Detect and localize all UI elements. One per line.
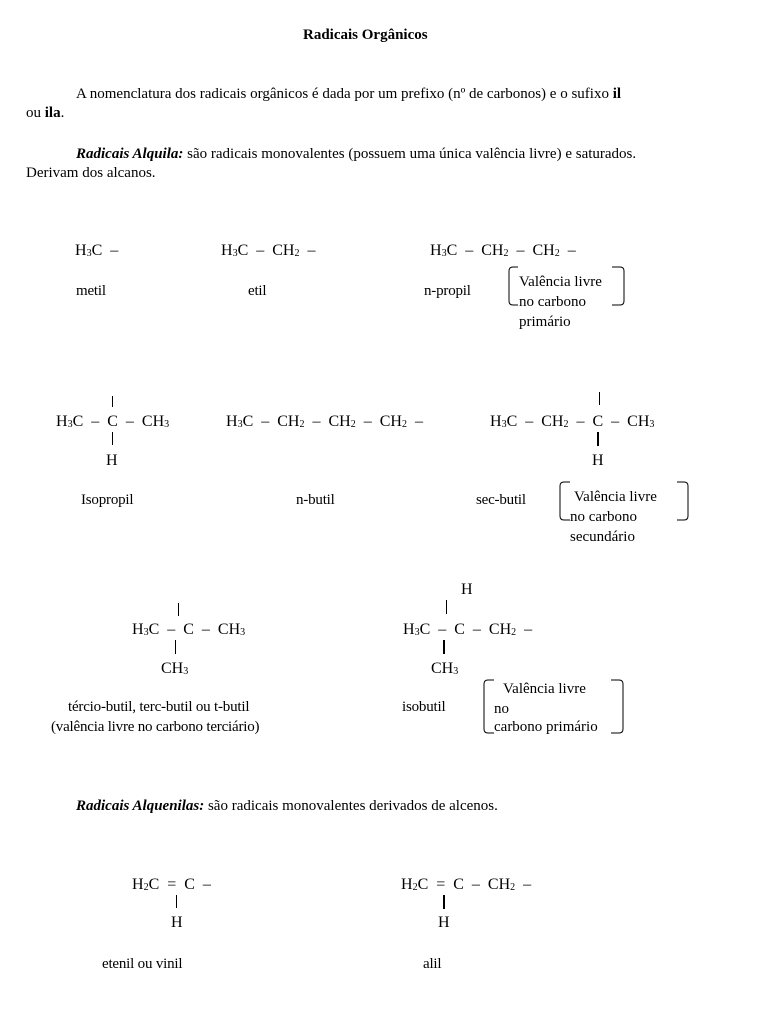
suffix-ila: ila	[44, 105, 61, 121]
alquenilas-heading: Radicais Alquenilas:	[76, 798, 205, 814]
atom-ch3: $CH_3$	[161, 660, 189, 677]
intro-period: .	[60, 105, 65, 121]
alquila-text: são radicais monovalentes (possuem uma única valência livre) e saturados.	[183, 146, 637, 162]
note-line: Valência livre	[574, 489, 657, 505]
note-line: no carbono	[570, 509, 638, 525]
alquila-text-2: Derivam dos alcanos.	[26, 165, 156, 181]
bond-line	[446, 600, 447, 614]
bond-line	[176, 895, 177, 908]
atom-h: H	[461, 581, 473, 598]
formula-npropil: $H_3C - CH_2 - CH_2$ –	[430, 242, 576, 259]
name-nbutil: n-butil	[296, 492, 335, 508]
bond-line	[175, 640, 176, 654]
note-line: Valência livre	[519, 274, 602, 290]
note-line: Valência livre	[503, 681, 586, 697]
name-etenil: etenil ou vinil	[102, 956, 183, 972]
alquenilas-paragraph	[76, 797, 498, 815]
name-etil: etil	[248, 283, 267, 299]
note-line: primário	[519, 314, 571, 330]
note-line: no	[494, 701, 509, 717]
name-metil: metil	[76, 283, 106, 299]
formula-nbutil: $H_3C - CH_2 - CH_2 - CH_2$ –	[226, 413, 423, 430]
name-alil: alil	[423, 956, 442, 972]
formula-isopropil: $H_3C$ – C – $CH_3$	[56, 413, 170, 430]
formula-isobutil: $H_3C$ – C – $CH_2$ –	[403, 621, 533, 638]
name-secbutil: sec-butil	[476, 492, 526, 508]
bond-line	[443, 640, 445, 654]
atom-h: H	[438, 914, 450, 931]
intro-line-1	[76, 85, 621, 103]
bond-line	[597, 432, 599, 446]
atom-h: H	[106, 452, 118, 469]
name-isopropil: Isopropil	[81, 492, 134, 508]
intro-text: A nomenclatura dos radicais orgânicos é dada por um prefixo (nº de carbonos) e o sufixo	[76, 86, 613, 102]
intro-text-2: ou	[26, 105, 45, 121]
note-line: secundário	[570, 529, 635, 545]
bond-line	[112, 432, 113, 445]
bond-line	[178, 603, 179, 616]
bond-line	[599, 392, 600, 405]
alquila-heading: Radicais Alquila:	[76, 146, 184, 162]
bond-line	[112, 396, 113, 407]
page-title: Radicais Orgânicos	[303, 27, 428, 43]
name-tercbutil: tércio-butil, terc-butil ou t-butil	[68, 699, 250, 715]
name-npropil: n-propil	[424, 283, 471, 299]
atom-h: H	[171, 914, 183, 931]
formula-alil: $H_2C = C - CH_2$ –	[401, 876, 532, 893]
name-isobutil: isobutil	[402, 699, 446, 715]
name-tercbutil-note: (valência livre no carbono terciário)	[51, 719, 260, 735]
intro-line-2	[26, 104, 64, 122]
bond-line	[443, 895, 445, 909]
formula-secbutil: $H_3C - CH_2$ – C – $CH_3$	[490, 413, 655, 430]
alquila-paragraph	[76, 145, 636, 163]
note-line: carbono primário	[494, 719, 598, 735]
suffix-il: il	[612, 86, 622, 102]
formula-metil: $H_3C$ –	[75, 242, 119, 259]
atom-ch3: $CH_3$	[431, 660, 459, 677]
atom-h: H	[592, 452, 604, 469]
alquenilas-text: são radicais monovalentes derivados de alcenos.	[204, 798, 498, 814]
formula-tercbutil: $H_3C$ – C – $CH_3$	[132, 621, 246, 638]
formula-etenil: $H_2C = C$ –	[132, 876, 211, 893]
note-line: no carbono	[519, 294, 587, 310]
formula-etil: $H_3C - CH_2$ –	[221, 242, 316, 259]
